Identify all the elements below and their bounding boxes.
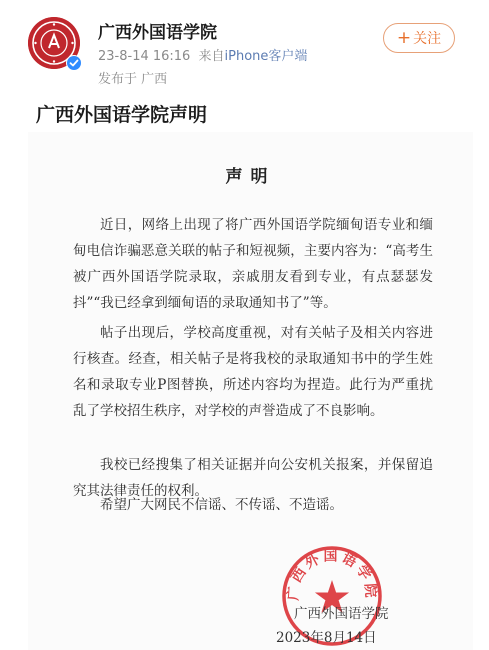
document-paragraph: 帖子出现后，学校高度重视，对有关帖子及相关内容进行核查。经查，相关帖子是将我校的录取通知书中的学生姓名和录取专业P图替换，所述内容均为捏造。此行为严重扰乱了学校招生秩序，对学校的声誉造成了不良影响。 xyxy=(73,325,433,419)
client-link[interactable]: iPhone客户端 xyxy=(224,49,308,64)
document-paragraph: 希望广大网民不信谣、不传谣、不造谣。 xyxy=(100,497,343,513)
document-paragraph: 近日，网络上出现了将广西外国语学院缅甸语专业和缅甸电信诈骗恶意关联的帖子和短视频，主要内容为：“高考生被广西外国语学院录取，亲戚朋友看到专业，有点瑟瑟发抖”“我已经拿到缅甸语的录取通知书了”等。 xyxy=(73,217,433,311)
post-location: 发布于 广西 xyxy=(98,72,168,87)
post-header xyxy=(0,0,489,92)
statement-image[interactable] xyxy=(28,132,473,650)
post-meta xyxy=(98,45,307,64)
plus-icon: + xyxy=(396,27,412,48)
verified-badge xyxy=(66,55,82,71)
post-title: 广西外国语学院声明 xyxy=(36,104,208,126)
follow-button[interactable] xyxy=(383,23,455,53)
seal-text: 广西外国语学院 xyxy=(285,548,379,602)
document-paragraph: 我校已经搜集了相关证据并向公安机关报案，并保留追究其法律责任的权利。 xyxy=(73,457,433,499)
signature-org: 广西外国语学院 xyxy=(294,606,389,622)
source-prefix: 来自 xyxy=(198,49,225,64)
signature-date: 2023年8月14日 xyxy=(276,630,377,646)
post-time: 23-8-14 16:16 xyxy=(98,49,191,64)
follow-label: 关注 xyxy=(413,31,442,47)
document-title: 声明 xyxy=(225,167,276,187)
verified-badge-icon xyxy=(66,55,82,71)
account-name[interactable]: 广西外国语学院 xyxy=(98,23,217,43)
